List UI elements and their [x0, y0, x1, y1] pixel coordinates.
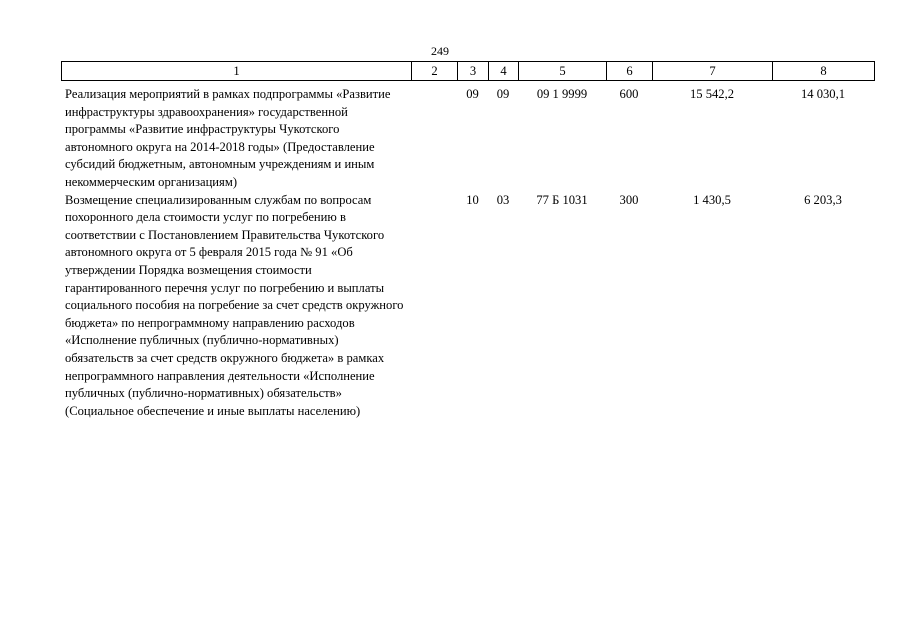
column-header-table — [61, 61, 875, 81]
table-row — [61, 86, 874, 192]
cell-amount-col-7: 15 542,2 — [689, 87, 735, 101]
cell-amount-col-7: 1 430,5 — [693, 192, 731, 207]
cell-col-2 — [411, 86, 457, 192]
column-header-2: 2 — [412, 62, 458, 81]
cell-section: 09 — [466, 87, 479, 101]
page-number: 249 — [431, 44, 449, 58]
column-header-5: 5 — [519, 62, 607, 81]
column-header-4: 4 — [489, 62, 519, 81]
cell-expense-type: 300 — [619, 192, 639, 207]
column-header-3: 3 — [458, 62, 489, 81]
cell-target-article: 77 Б 1031 — [536, 192, 588, 207]
row-name-cell: Возмещение специализированным службам по вопросам похоронного дела стоимости услуг по погребению в соответствии с Постановлением Правительства Чукотского автономного округа от 5 февраля 2015 года № 91 «Об утверждении Порядка возмещения стоимости гарантированного перечня услуг по погребению и выплаты социального пособия на погребение за счет средств окружного бюджета» по непрограммному направлению расходов «Исполнение публичных (публично-нормативных) обязательств за счет средств окружного бюджета» в рамках непрограммного направления деятельности «Исполнение публичных (публично-нормативных) обязательств» (Социальное обеспечение и иные выплаты населению) — [65, 192, 404, 418]
cell-section: 10 — [466, 192, 479, 207]
column-header-row — [62, 62, 875, 81]
table-row — [61, 192, 874, 421]
cell-subsection: 03 — [496, 192, 510, 207]
column-header-1: 1 — [62, 62, 412, 81]
cell-amount-col-8: 14 030,1 — [800, 87, 846, 101]
column-header-6: 6 — [607, 62, 653, 81]
column-header-8: 8 — [773, 62, 875, 81]
column-header-7: 7 — [653, 62, 773, 81]
cell-amount-col-8: 6 203,3 — [804, 192, 842, 207]
cell-target-article: 09 1 9999 — [536, 87, 588, 101]
cell-expense-type: 600 — [619, 87, 639, 101]
cell-subsection: 09 — [496, 87, 510, 101]
budget-table — [61, 86, 874, 420]
row-name-cell: Реализация мероприятий в рамках подпрограммы «Развитие инфраструктуры здравоохранения» государственной программы «Развитие инфраструктуры Чукотского автономного округа на 2014-2018 годы» (Предоставление субсидий бюджетным, автономным учреждениям и иным некоммерческим организациям) — [65, 87, 391, 189]
cell-col-2 — [411, 192, 457, 421]
